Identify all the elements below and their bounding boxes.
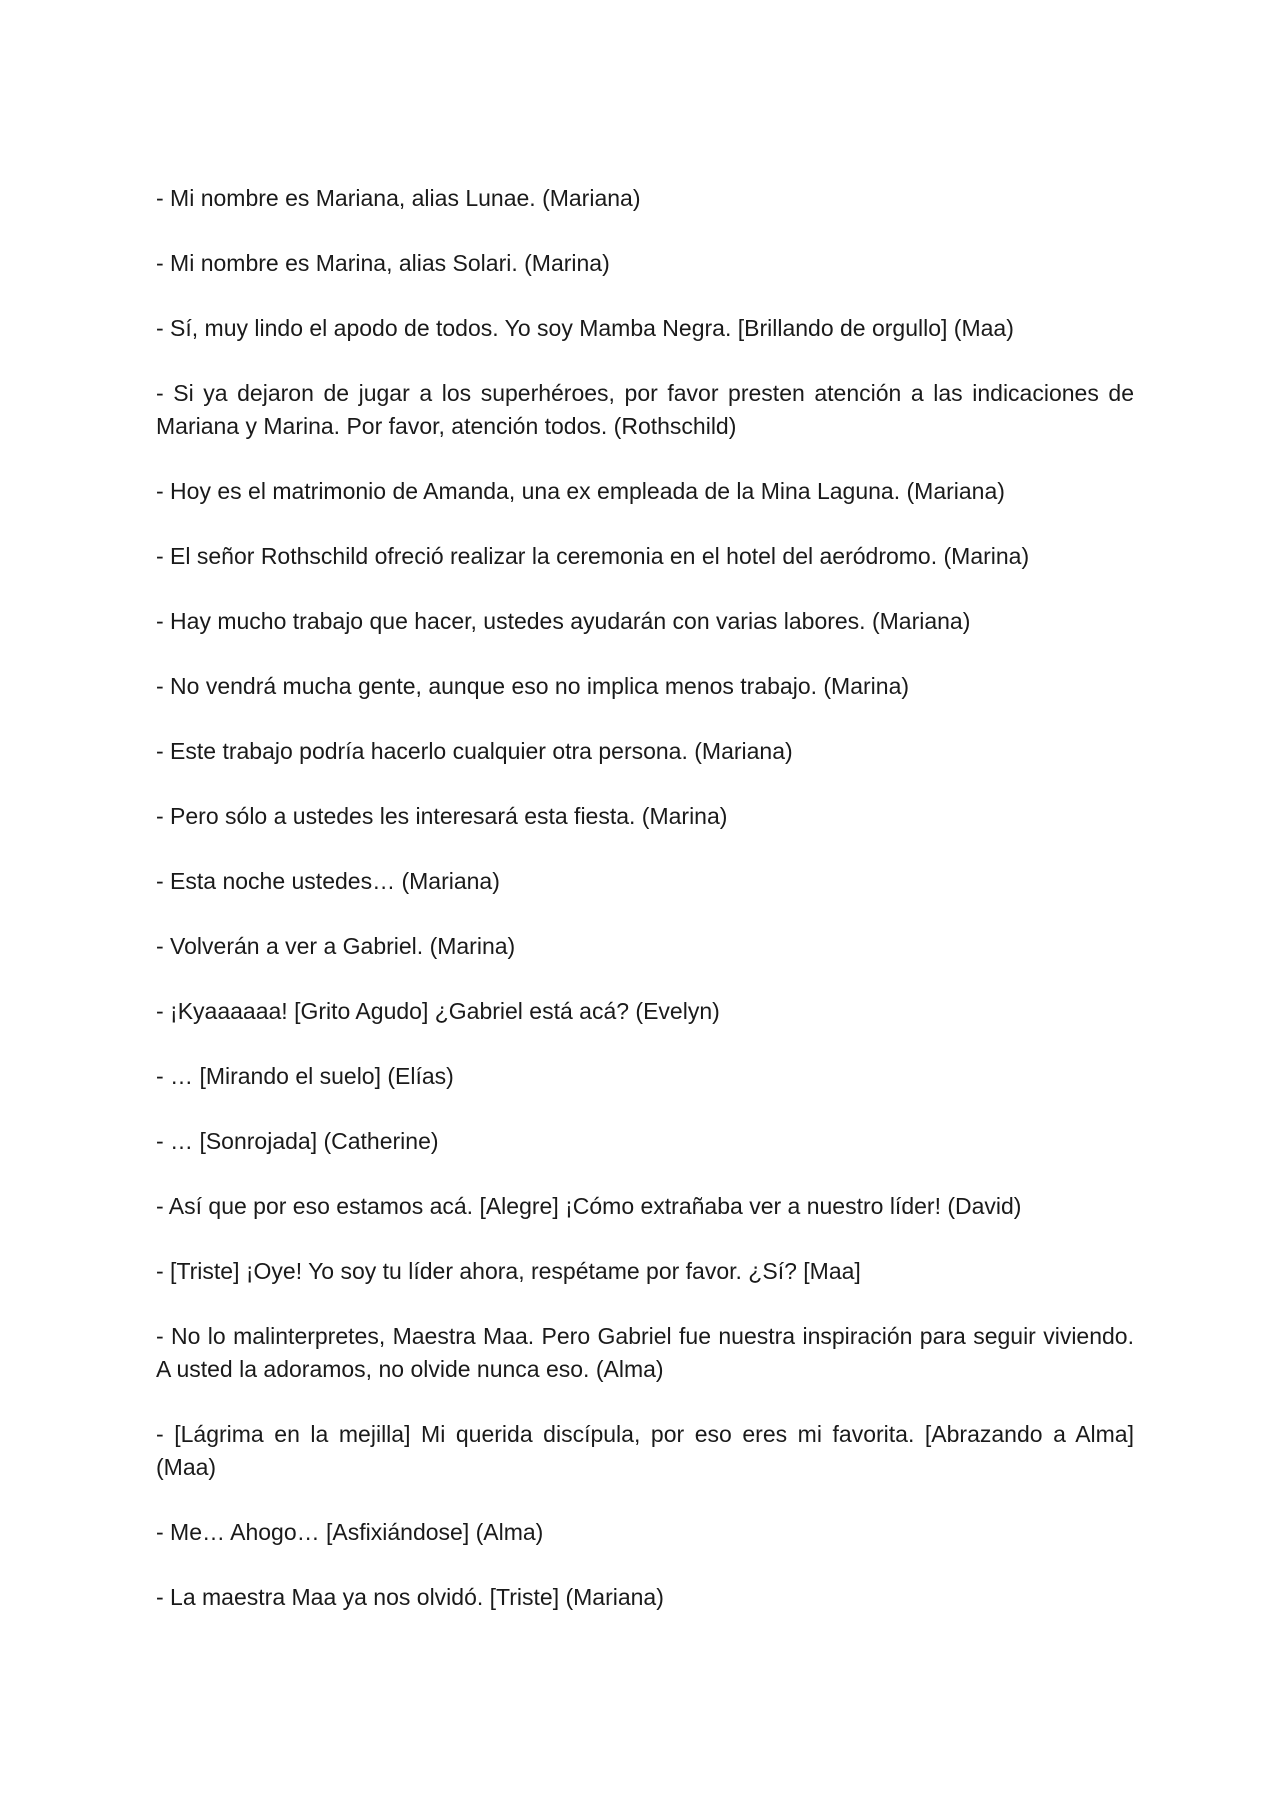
dialogue-line: - Esta noche ustedes… (Mariana) — [156, 868, 500, 894]
dialogue-line: - Mi nombre es Mariana, alias Lunae. (Mariana) — [156, 185, 641, 211]
dialogue-line: - Este trabajo podría hacerlo cualquier otra persona. (Mariana) — [156, 738, 793, 764]
dialogue-line: - Hay mucho trabajo que hacer, ustedes ayudarán con varias labores. (Mariana) — [156, 608, 971, 634]
dialogue-line: - Si ya dejaron de jugar a los superhéroes, por favor presten atención a las indicaciones de Mariana y Marina. Por favor, atención todos. (Rothschild) — [156, 380, 1134, 439]
dialogue-line: - [Lágrima en la mejilla] Mi querida discípula, por eso eres mi favorita. [Abrazando a Alma] (Maa) — [156, 1421, 1134, 1480]
dialogue-line: - El señor Rothschild ofreció realizar la ceremonia en el hotel del aeródromo. (Marina) — [156, 543, 1030, 569]
dialogue-line: - Sí, muy lindo el apodo de todos. Yo soy Mamba Negra. [Brillando de orgullo] (Maa) — [156, 315, 1014, 341]
dialogue-line: - ¡Kyaaaaaa! [Grito Agudo] ¿Gabriel está acá? (Evelyn) — [156, 998, 720, 1024]
dialogue-line: - Hoy es el matrimonio de Amanda, una ex empleada de la Mina Laguna. (Mariana) — [156, 478, 1005, 504]
dialogue-line: - Volverán a ver a Gabriel. (Marina) — [156, 933, 516, 959]
dialogue-line: - … [Sonrojada] (Catherine) — [156, 1128, 439, 1154]
dialogue-line: - Así que por eso estamos acá. [Alegre] ¡Cómo extrañaba ver a nuestro líder! (David) — [156, 1193, 1022, 1219]
dialogue-line: - La maestra Maa ya nos olvidó. [Triste] (Mariana) — [156, 1584, 664, 1610]
dialogue-line: - Mi nombre es Marina, alias Solari. (Marina) — [156, 250, 610, 276]
dialogue-line: - Me… Ahogo… [Asfixiándose] (Alma) — [156, 1519, 544, 1545]
dialogue-line: - [Triste] ¡Oye! Yo soy tu líder ahora, respétame por favor. ¿Sí? [Maa] — [156, 1258, 861, 1284]
dialogue-line: - … [Mirando el suelo] (Elías) — [156, 1063, 454, 1089]
dialogue-line: - Pero sólo a ustedes les interesará esta fiesta. (Marina) — [156, 803, 728, 829]
dialogue-line: - No vendrá mucha gente, aunque eso no implica menos trabajo. (Marina) — [156, 673, 910, 699]
dialogue-text-body — [156, 182, 1134, 1646]
dialogue-line: - No lo malinterpretes, Maestra Maa. Pero Gabriel fue nuestra inspiración para seguir viviendo. A usted la adoramos, no olvide nunca eso. (Alma) — [156, 1323, 1134, 1382]
